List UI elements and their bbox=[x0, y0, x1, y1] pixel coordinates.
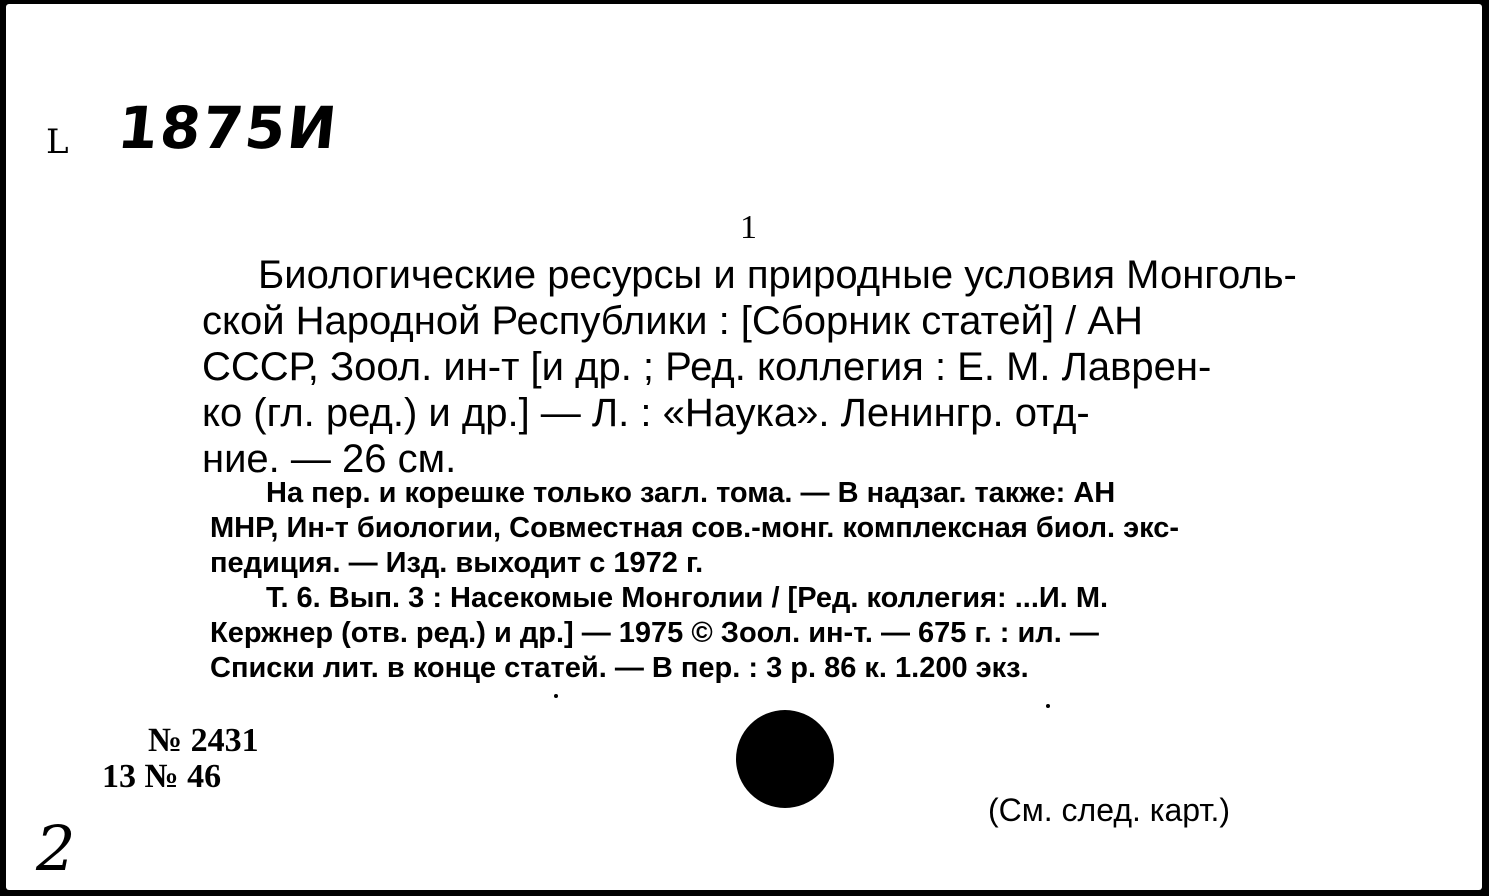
main-line: ко (гл. ред.) и др.] — Л. : «Наука». Ленингр. отд- bbox=[202, 391, 1090, 435]
main-line: ской Народной Республики : [Сборник статей] / АН bbox=[202, 299, 1143, 343]
main-line: СССР, Зоол. ин-т [и др. ; Ред. коллегия : Е. М. Лаврен- bbox=[202, 345, 1212, 389]
corner-number: 2 bbox=[36, 812, 76, 885]
card-number: 1 bbox=[740, 209, 757, 246]
note-line: Списки лит. в конце статей. — В пер. : 3 р. 86 к. 1.200 экз. bbox=[210, 652, 1029, 684]
note-line: педиция. — Изд. выходит с 1972 г. bbox=[210, 547, 704, 579]
main-line: ние. — 26 см. bbox=[202, 437, 457, 481]
note-line: Кержнер (отв. ред.) и др.] — 1975 © Зоол. ин-т. — 675 г. : ил. — bbox=[210, 617, 1099, 649]
note-line: Т. 6. Вып. 3 : Насекомые Монголии / [Ред. коллегия: ...И. М. bbox=[266, 582, 1109, 614]
see-next-card: (См. след. карт.) bbox=[988, 792, 1231, 828]
main-description bbox=[202, 252, 1377, 482]
main-line: Биологические ресурсы и природные условия Монголь- bbox=[258, 253, 1297, 297]
punch-hole bbox=[736, 710, 834, 808]
registration-number-2: 13 № 46 bbox=[102, 758, 222, 795]
note-line: МНР, Ин-т биологии, Совместная сов.-монг. комплексная биол. экс- bbox=[210, 512, 1180, 544]
shelf-mark-small: L bbox=[46, 122, 69, 162]
registration-number: № 2431 bbox=[148, 722, 259, 759]
speck bbox=[1046, 704, 1050, 708]
shelf-mark: 1875И bbox=[114, 94, 342, 162]
notes bbox=[210, 476, 1384, 686]
speck bbox=[554, 694, 558, 698]
catalog-card bbox=[6, 4, 1482, 890]
note-line: На пер. и корешке только загл. тома. — В надзаг. также: АН bbox=[266, 477, 1116, 509]
